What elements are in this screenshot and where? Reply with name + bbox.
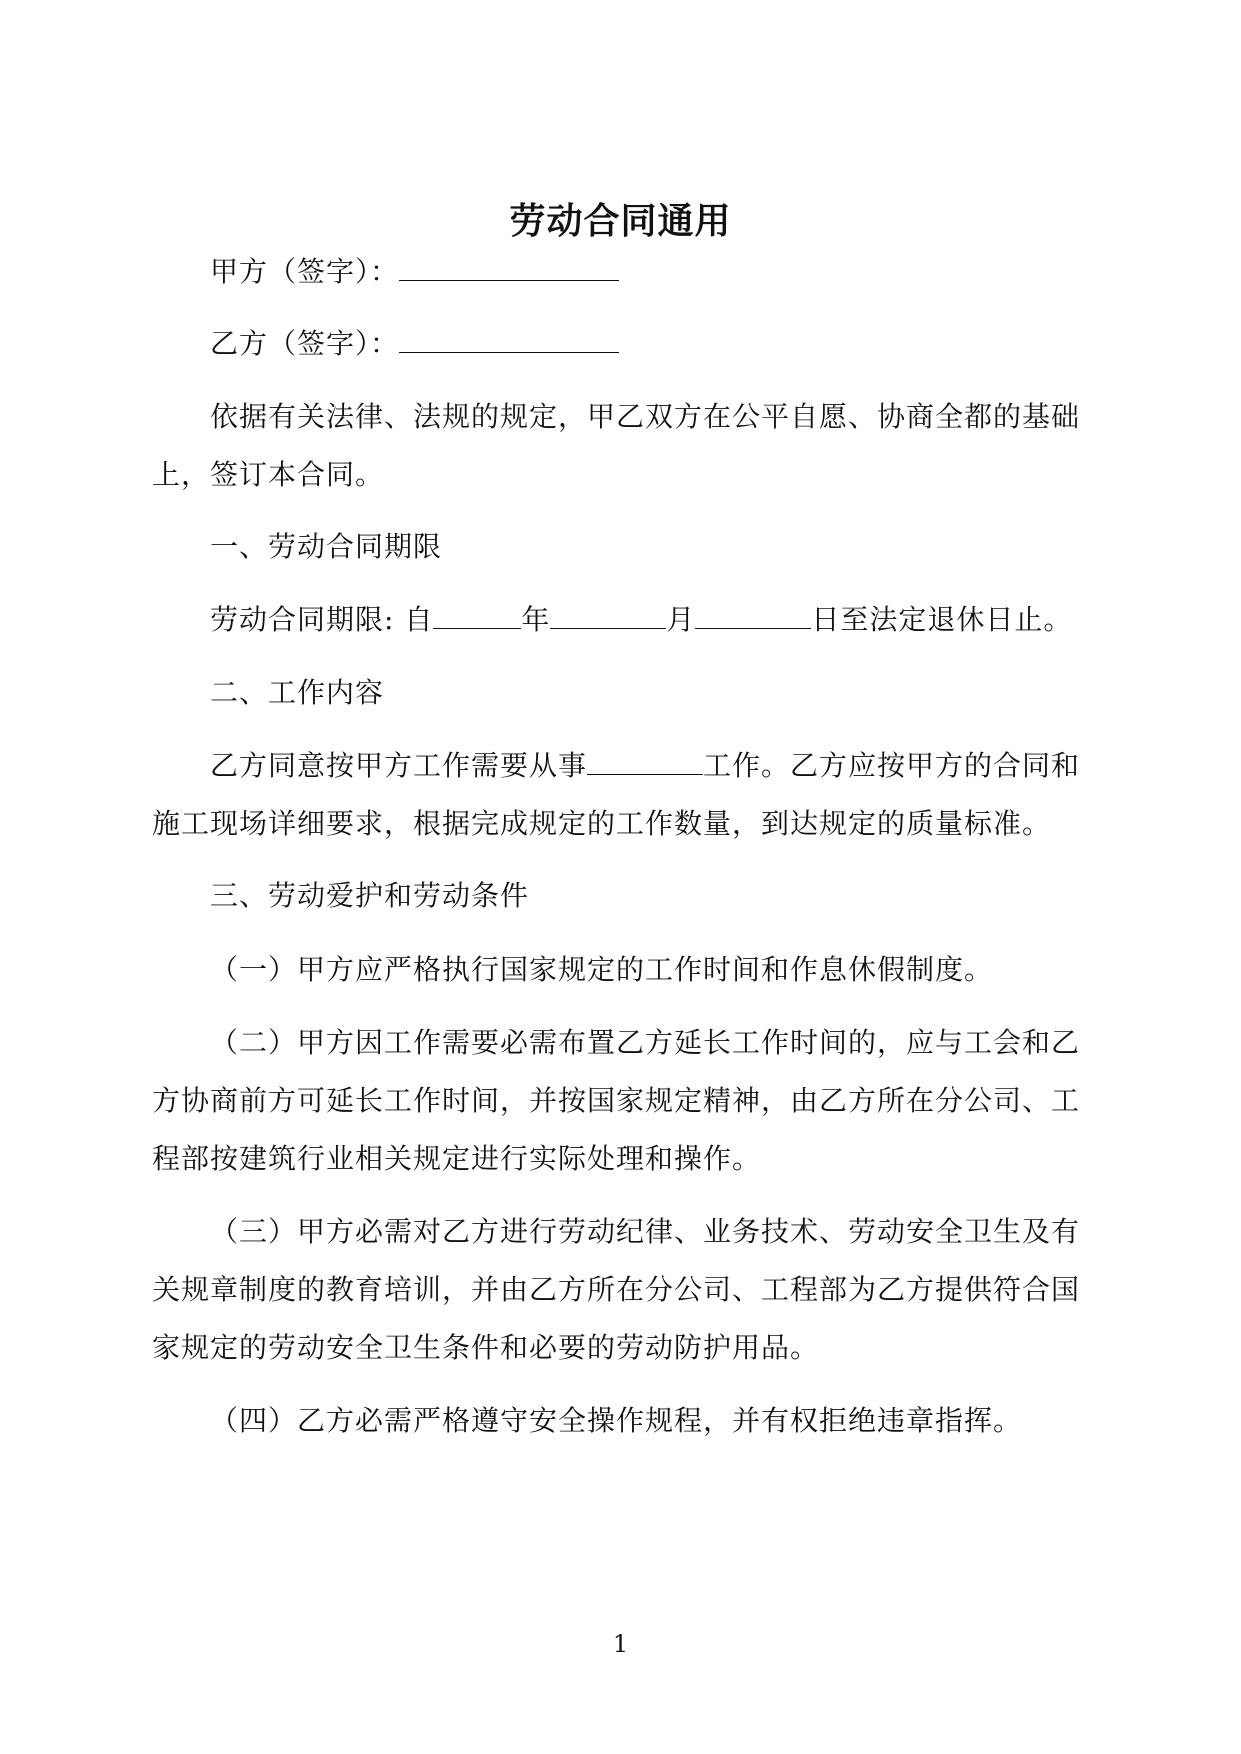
clause-3-line-2: 关规章制度的教育培训，并由乙方所在分公司、工程部为乙方提供符合国 bbox=[152, 1273, 1081, 1306]
section-3-heading: 三、劳动爱护和劳动条件 bbox=[210, 879, 530, 912]
term-suffix: 日至法定退休日止。 bbox=[811, 603, 1073, 636]
term-prefix: 劳动合同期限: 自 bbox=[210, 603, 434, 636]
work-suffix: 工作。乙方应按甲方的合同和 bbox=[703, 749, 1081, 782]
term-year-blank[interactable] bbox=[433, 600, 521, 629]
party-a-signature-blank[interactable] bbox=[399, 252, 619, 281]
section-1-heading: 一、劳动合同期限 bbox=[210, 530, 443, 563]
clause-1: （一）甲方应严格执行国家规定的工作时间和作息休假制度。 bbox=[210, 953, 994, 986]
clause-2-line-2: 方协商前方可延长工作时间，并按国家规定精神，由乙方所在分公司、工 bbox=[152, 1084, 1081, 1117]
work-prefix: 乙方同意按甲方工作需要从事 bbox=[210, 749, 588, 782]
work-type-blank[interactable] bbox=[587, 746, 703, 775]
party-a-label: 甲方（签字）： bbox=[210, 255, 400, 288]
work-content-line-1 bbox=[210, 746, 1150, 786]
term-month-blank[interactable] bbox=[550, 600, 666, 629]
contract-term-line bbox=[210, 600, 1150, 640]
clause-3-line-1: （三）甲方必需对乙方进行劳动纪律、业务技术、劳动安全卫生及有 bbox=[210, 1215, 1081, 1248]
party-a-signature-line bbox=[210, 252, 1150, 292]
party-b-label: 乙方（签字）： bbox=[210, 327, 400, 360]
clause-4: （四）乙方必需严格遵守安全操作规程，并有权拒绝违章指挥。 bbox=[210, 1404, 1023, 1437]
section-2-heading: 二、工作内容 bbox=[210, 676, 385, 709]
intro-paragraph-line-1: 依据有关法律、法规的规定，甲乙双方在公平自愿、协商全都的基础 bbox=[210, 400, 1081, 433]
work-content-line-2: 施工现场详细要求，根据完成规定的工作数量，到达规定的质量标准。 bbox=[152, 807, 1052, 840]
intro-paragraph-line-2: 上，签订本合同。 bbox=[152, 458, 385, 491]
clause-3-line-3: 家规定的劳动安全卫生条件和必要的劳动防护用品。 bbox=[152, 1331, 820, 1364]
page-number: 1 bbox=[612, 1630, 629, 1658]
clause-2-line-1: （二）甲方因工作需要必需布置乙方延长工作时间的，应与工会和乙 bbox=[210, 1026, 1081, 1059]
clause-2-line-3: 程部按建筑行业相关规定进行实际处理和操作。 bbox=[152, 1142, 762, 1175]
term-year-label: 年 bbox=[521, 603, 551, 636]
term-month-label: 月 bbox=[666, 603, 696, 636]
party-b-signature-blank[interactable] bbox=[399, 324, 619, 353]
term-day-blank[interactable] bbox=[695, 600, 811, 629]
document-title: 劳动合同通用 bbox=[509, 200, 732, 242]
party-b-signature-line bbox=[210, 324, 1150, 364]
